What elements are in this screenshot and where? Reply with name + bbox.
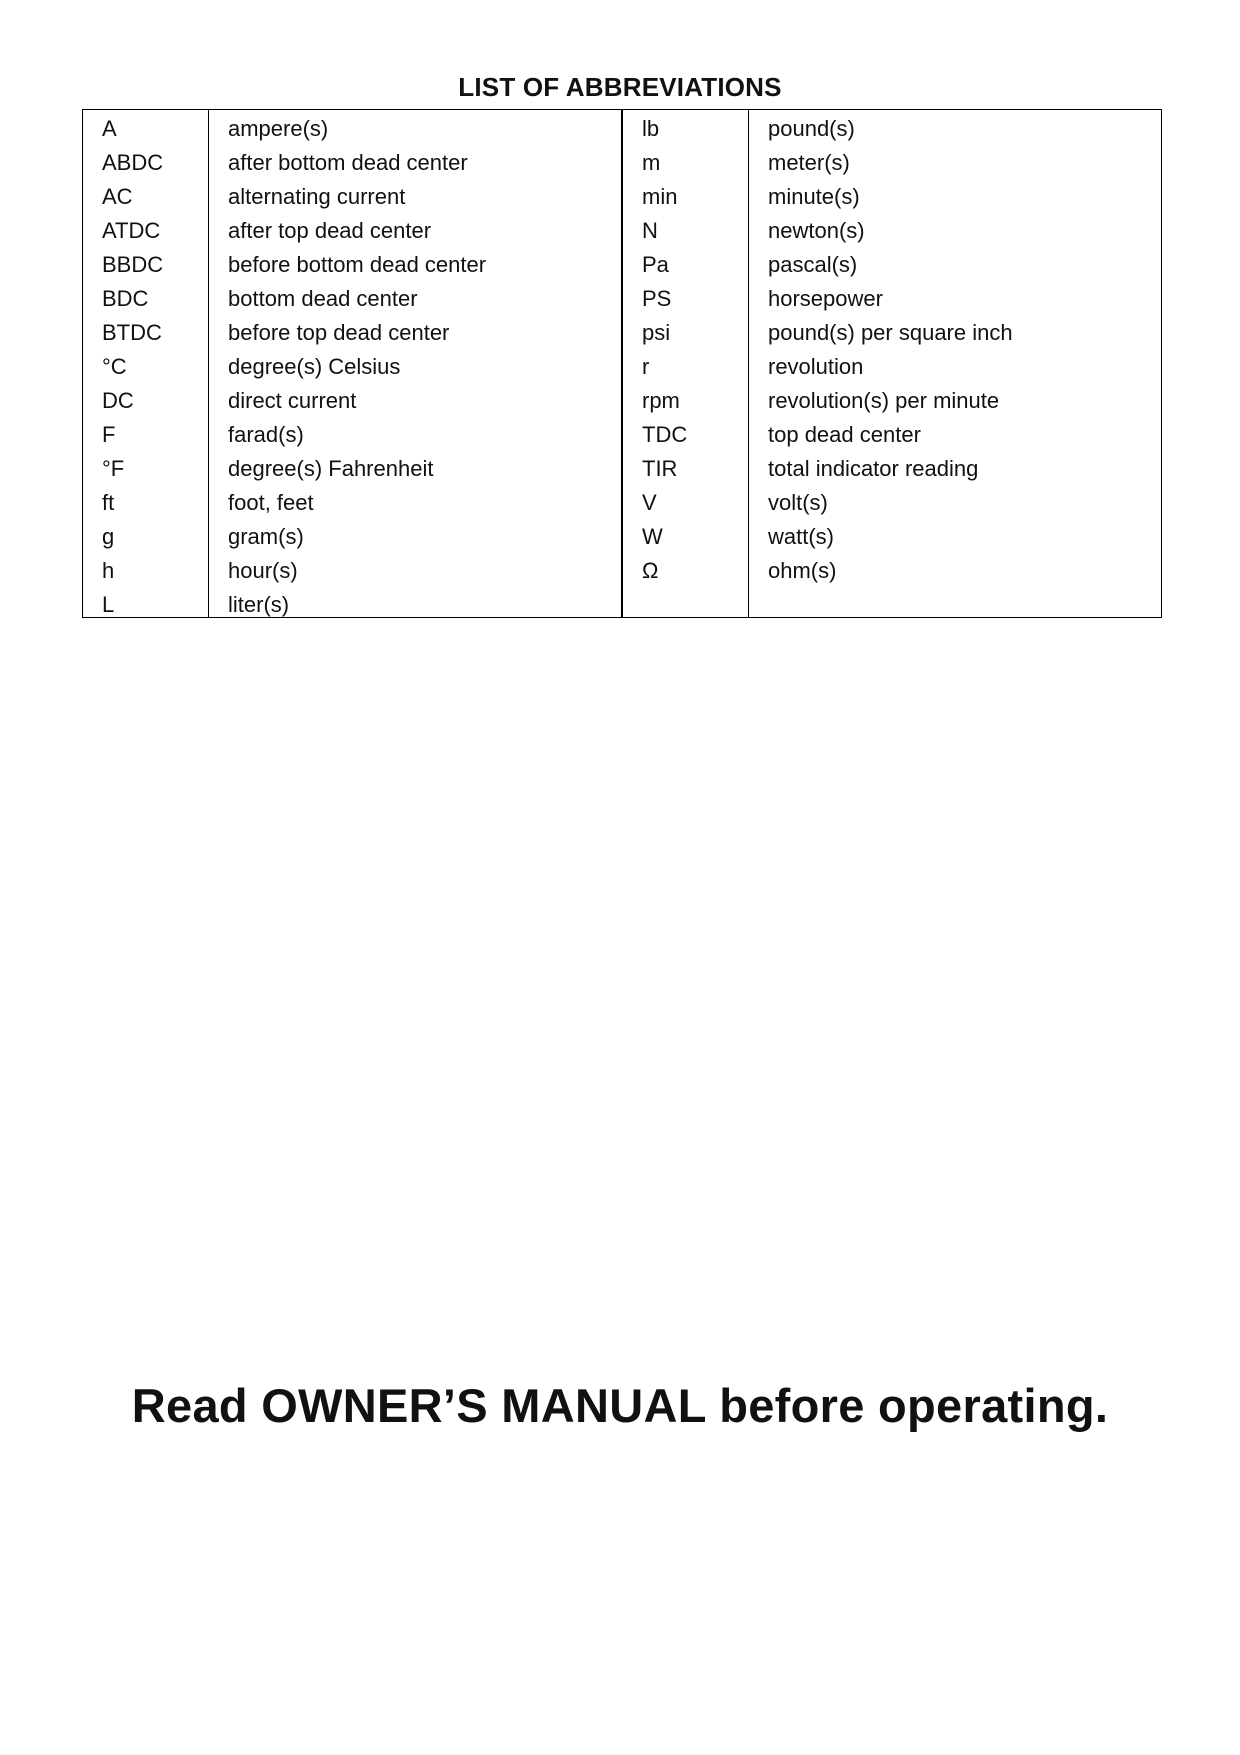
- meaning-cell: liter(s): [228, 592, 290, 617]
- owners-manual-notice: Read OWNER’S MANUAL before operating.: [131, 1379, 1109, 1432]
- abbreviation-cell: F: [102, 422, 116, 447]
- abbreviation-cell: m: [642, 150, 661, 175]
- abbreviation-cell: BBDC: [102, 252, 164, 277]
- abbreviation-cell: ATDC: [102, 218, 161, 243]
- meaning-cell: after top dead center: [228, 218, 432, 243]
- abbreviation-cell: r: [642, 354, 650, 379]
- abbreviation-cell: rpm: [642, 388, 680, 413]
- meaning-cell: foot, feet: [228, 490, 314, 515]
- meaning-cell: degree(s) Fahrenheit: [228, 456, 434, 481]
- meaning-cell: ohm(s): [768, 558, 837, 583]
- abbreviation-cell: V: [642, 490, 657, 515]
- abbreviations-table: [82, 109, 1162, 618]
- meaning-cell: hour(s): [228, 558, 298, 583]
- left-meaning-column: [209, 110, 621, 617]
- abbreviation-cell: lb: [642, 116, 660, 141]
- page-title: LIST OF ABBREVIATIONS: [458, 72, 782, 102]
- abbreviation-cell: PS: [642, 286, 672, 311]
- meaning-cell: ampere(s): [228, 116, 329, 141]
- abbreviation-cell: min: [642, 184, 678, 209]
- meaning-cell: gram(s): [228, 524, 304, 549]
- meaning-cell: total indicator reading: [768, 456, 979, 481]
- left-abbreviation-column: [83, 110, 209, 617]
- meaning-cell: newton(s): [768, 218, 865, 243]
- meaning-cell: pascal(s): [768, 252, 858, 277]
- meaning-cell: before top dead center: [228, 320, 450, 345]
- abbreviation-cell: °F: [102, 456, 125, 481]
- meaning-cell: before bottom dead center: [228, 252, 487, 277]
- meaning-cell: after bottom dead center: [228, 150, 468, 175]
- meaning-cell: meter(s): [768, 150, 850, 175]
- abbreviations-right-half: [623, 110, 1161, 617]
- meaning-cell: revolution(s) per minute: [768, 388, 1000, 413]
- meaning-cell: pound(s) per square inch: [768, 320, 1013, 345]
- right-meaning-column: [749, 110, 1161, 617]
- abbreviation-cell: TIR: [642, 456, 678, 481]
- meaning-cell: farad(s): [228, 422, 304, 447]
- abbreviation-cell: AC: [102, 184, 133, 209]
- abbreviation-cell: DC: [102, 388, 134, 413]
- abbreviation-cell: °C: [102, 354, 127, 379]
- abbreviation-cell: BDC: [102, 286, 149, 311]
- meaning-cell: top dead center: [768, 422, 921, 447]
- meaning-cell: degree(s) Celsius: [228, 354, 401, 379]
- abbreviation-cell: Ω: [642, 558, 659, 583]
- abbreviation-cell: h: [102, 558, 115, 583]
- abbreviation-cell: psi: [642, 320, 671, 345]
- meaning-cell: volt(s): [768, 490, 828, 515]
- meaning-cell: revolution: [768, 354, 864, 379]
- abbreviation-cell: g: [102, 524, 115, 549]
- meaning-cell: pound(s): [768, 116, 855, 141]
- abbreviations-left-half: [83, 110, 623, 617]
- right-abbreviation-column: [623, 110, 749, 617]
- abbreviation-cell: W: [642, 524, 663, 549]
- meaning-cell: bottom dead center: [228, 286, 418, 311]
- abbreviation-cell: TDC: [642, 422, 688, 447]
- abbreviation-cell: L: [102, 592, 115, 617]
- abbreviation-cell: A: [102, 116, 117, 141]
- meaning-cell: horsepower: [768, 286, 883, 311]
- abbreviation-cell: Pa: [642, 252, 669, 277]
- abbreviation-cell: ft: [102, 490, 115, 515]
- meaning-cell: alternating current: [228, 184, 406, 209]
- abbreviation-cell: BTDC: [102, 320, 162, 345]
- meaning-cell: minute(s): [768, 184, 860, 209]
- abbreviation-cell: ABDC: [102, 150, 164, 175]
- meaning-cell: direct current: [228, 388, 357, 413]
- meaning-cell: watt(s): [768, 524, 834, 549]
- abbreviation-cell: N: [642, 218, 658, 243]
